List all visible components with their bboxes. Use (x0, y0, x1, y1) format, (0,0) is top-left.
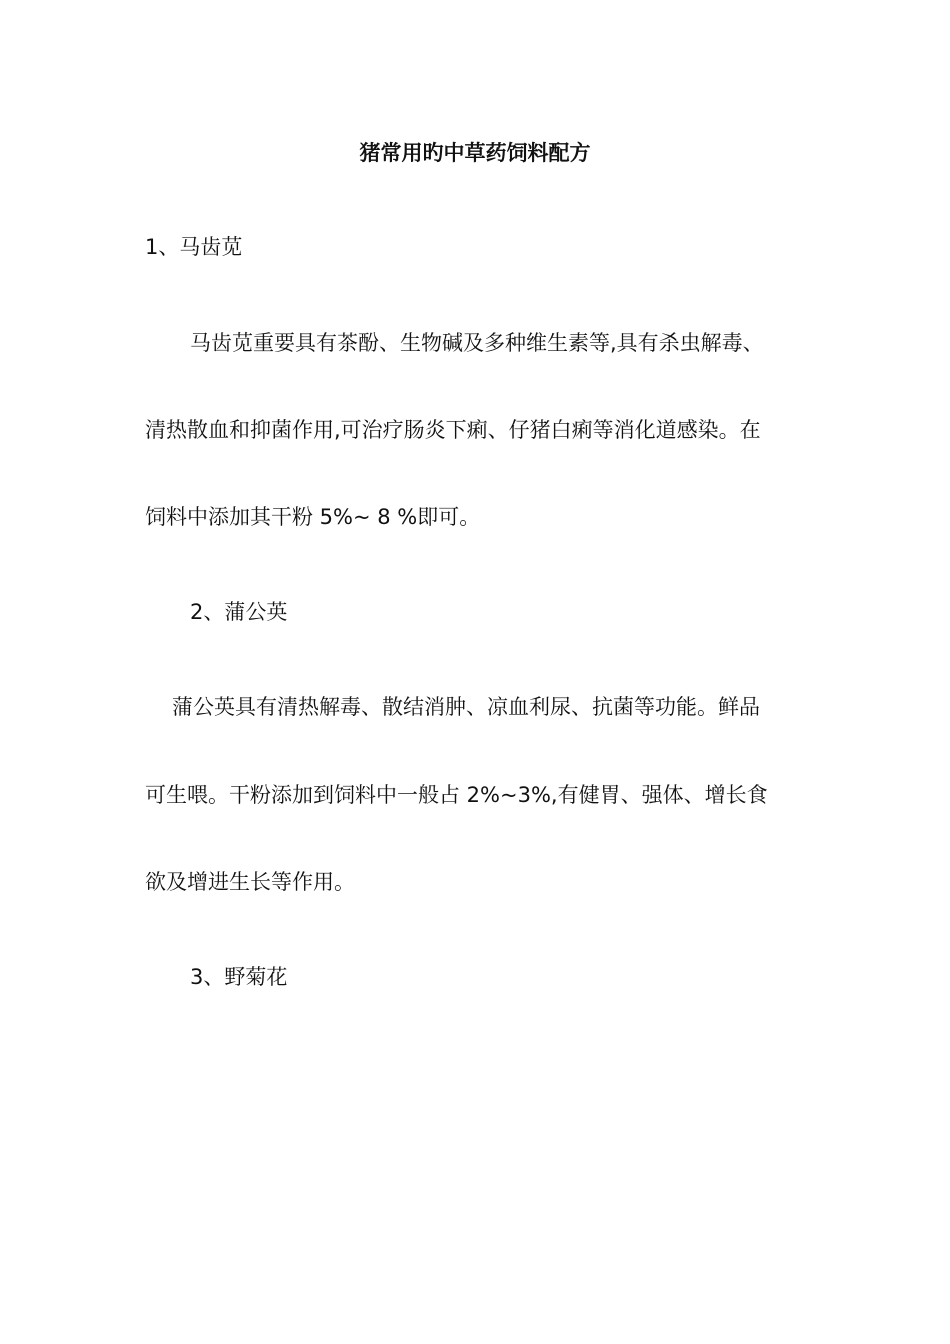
section-2-line-1: 蒲公英具有清热解毒、散结消肿、凉血利尿、抗菌等功能。鲜品 (172, 695, 760, 719)
section-1-line-1: 马齿苋重要具有茶酚、生物碱及多种维生素等,具有杀虫解毒、 (190, 331, 764, 355)
section-heading-3: 3、野菊花 (190, 965, 288, 989)
section-2-line-2: 可生喂。干粉添加到饲料中一般占 2%~3%,有健胃、强体、增长食 (145, 783, 768, 807)
section-heading-1: 1、马齿苋 (145, 235, 243, 259)
section-1-line-3: 饲料中添加其干粉 5%~ 8 %即可。 (145, 505, 481, 529)
document-title: 猪常用旳中草药饲料配方 (359, 141, 591, 165)
section-1-line-2: 清热散血和抑菌作用,可治疗肠炎下痢、仔猪白痢等消化道感染。在 (145, 418, 761, 442)
section-heading-2: 2、蒲公英 (190, 600, 288, 624)
section-2-line-3: 欲及增进生长等作用。 (145, 870, 355, 894)
